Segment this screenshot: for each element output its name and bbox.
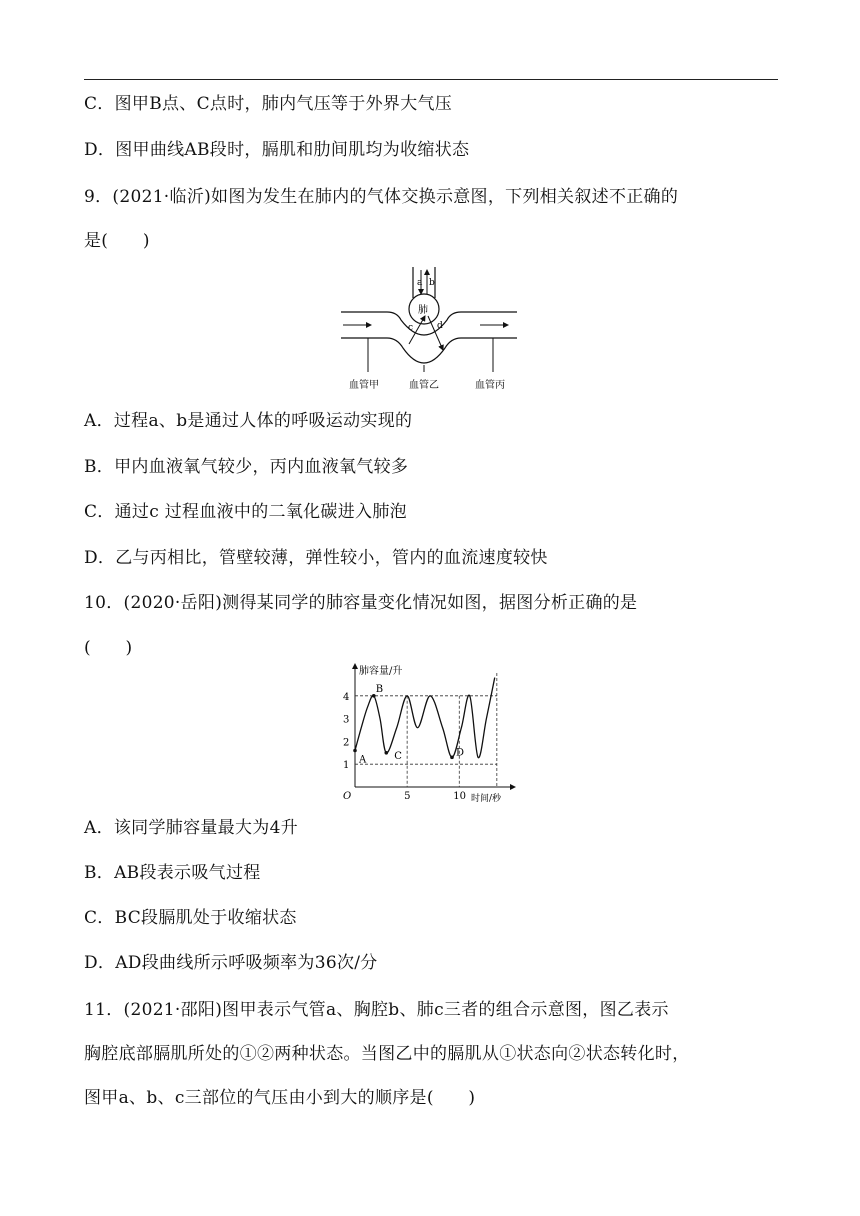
question-10-stem-cont: ( ) (84, 638, 133, 658)
x-axis-label: 时间/秒 (471, 794, 502, 804)
gas-exchange-diagram (335, 262, 525, 394)
y-tick-4: 4 (343, 691, 350, 703)
x-tick-5: 5 (404, 791, 411, 802)
label-lung: 肺 (418, 305, 428, 316)
lung-volume-chart-svg (335, 660, 520, 805)
question-11-stem-cont-2: 图甲a、b、c三部位的气压由小到大的顺序是( ) (84, 1088, 476, 1108)
point-label-A: A (359, 754, 367, 766)
point-label-B: B (375, 683, 384, 695)
option-c-q10: C．BC段膈肌处于收缩状态 (84, 908, 297, 928)
point-A (353, 749, 357, 753)
origin-label: O (343, 791, 352, 802)
label-c: c (408, 323, 414, 333)
option-b-q10: B．AB段表示吸气过程 (84, 863, 261, 883)
question-10-stem: 10．(2020·岳阳)测得某同学的肺容量变化情况如图，据图分析正确的是 (84, 593, 638, 613)
option-d-q8: D．图甲曲线AB段时，膈肌和肋间肌均为收缩状态 (84, 140, 470, 160)
point-C (384, 751, 388, 755)
gas-exchange-svg (335, 262, 525, 394)
top-divider (84, 79, 778, 80)
option-d-q10: D．AD段曲线所示呼吸频率为36次/分 (84, 953, 378, 973)
vessel-bing-label: 血管丙 (475, 380, 505, 391)
vessel-lower-wall (341, 338, 517, 363)
question-11-stem: 11．(2021·邵阳)图甲表示气管a、胸腔b、肺c三者的组合示意图，图乙表示 (84, 1000, 669, 1020)
point-label-C: C (394, 750, 402, 762)
point-D (450, 756, 454, 760)
lung-volume-chart (335, 660, 520, 805)
option-b-q9: B．甲内血液氧气较少，丙内血液氧气较多 (84, 457, 409, 477)
x-tick-10: 10 (453, 791, 467, 802)
vessel-jia-label: 血管甲 (349, 380, 379, 391)
question-9-stem: 9．(2021·临沂)如图为发生在肺内的气体交换示意图，下列相关叙述不正确的 (84, 187, 679, 207)
y-axis-label: 肺容量/升 (359, 666, 403, 677)
label-d: d (437, 321, 443, 331)
question-9-stem-cont: 是( ) (84, 231, 150, 251)
vessel-yi-label: 血管乙 (409, 380, 439, 391)
y-tick-1: 1 (343, 760, 350, 772)
question-11-stem-cont-1: 胸腔底部膈肌所处的①②两种状态。当图乙中的膈肌从①状态向②状态转化时， (84, 1044, 690, 1064)
y-tick-2: 2 (343, 737, 350, 749)
option-c-q8: C．图甲B点、C点时，肺内气压等于外界大气压 (84, 94, 453, 114)
y-tick-3: 3 (343, 714, 350, 726)
option-a-q10: A．该同学肺容量最大为4升 (84, 818, 298, 838)
label-b: b (429, 278, 435, 288)
point-label-D: D (455, 747, 465, 759)
label-a: a (417, 278, 423, 288)
option-d-q9: D．乙与丙相比，管壁较薄，弹性较小，管内的血流速度较快 (84, 548, 548, 568)
option-c-q9: C．通过c 过程血液中的二氧化碳进入肺泡 (84, 502, 407, 522)
option-a-q9: A．过程a、b是通过人体的呼吸运动实现的 (84, 411, 413, 431)
